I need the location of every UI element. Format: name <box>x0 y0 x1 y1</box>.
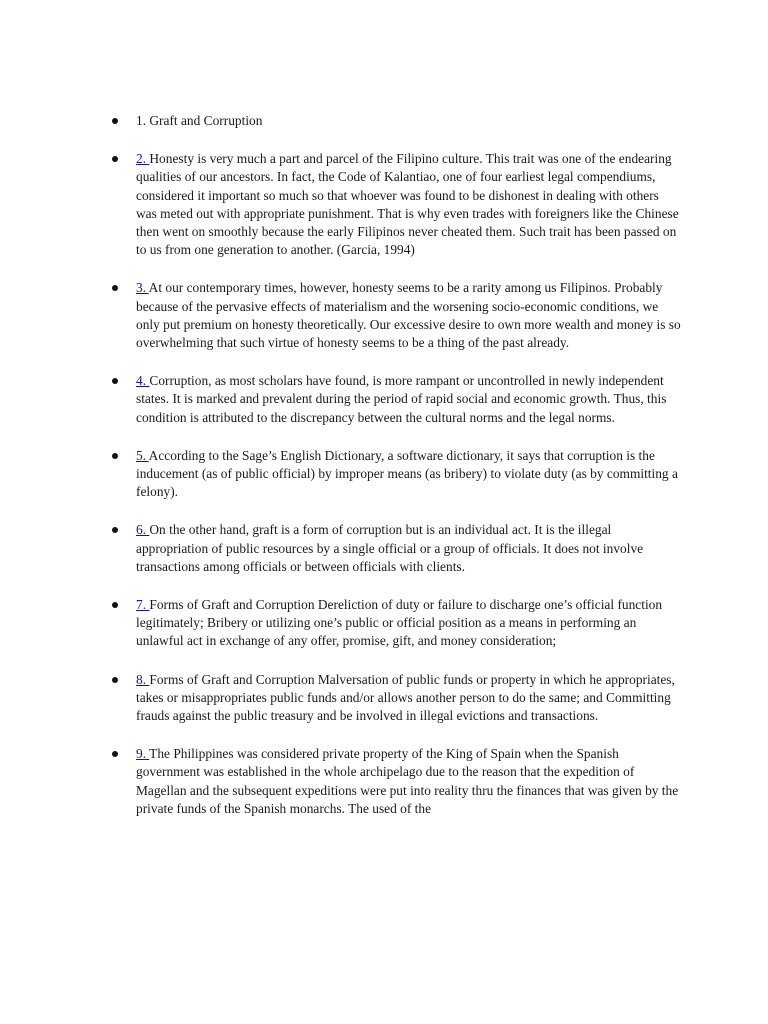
item-text: Corruption, as most scholars have found, is more rampant or uncontrolled in newly independent states. It is marked and prevalent during the period of rapid social and economic growth. Thus, this condition is attributed to the discrepancy between the cultural norms and the legal norms. <box>136 373 667 425</box>
item-number-link[interactable]: 3. <box>136 280 149 296</box>
item-number-link[interactable]: 8. <box>136 671 150 687</box>
item-number-link[interactable]: 7. <box>136 597 150 613</box>
bullet-icon <box>112 118 118 124</box>
bullet-icon <box>112 156 118 162</box>
list-item <box>0 279 768 352</box>
item-text: 1. Graft and Corruption <box>136 113 263 128</box>
item-text: The Philippines was considered private property of the King of Spain when the Spanish government was established in the whole archipelago due to the reason that the expedition of Magellan and the subsequent expeditions were put into reality thru the finances that was given by the private funds of the Spanish monarchs. The used of the <box>136 746 679 816</box>
bullet-icon <box>112 453 118 459</box>
list-item <box>0 671 768 726</box>
bullet-icon <box>112 751 118 757</box>
bullet-icon <box>112 602 118 608</box>
item-number-link[interactable]: 2. <box>136 151 150 167</box>
list-item <box>0 745 768 818</box>
list-item <box>0 521 768 576</box>
bullet-icon <box>112 527 118 533</box>
list-item <box>0 447 768 502</box>
item-number-link[interactable]: 9. <box>136 746 150 762</box>
item-text: Honesty is very much a part and parcel of the Filipino culture. This trait was one of the endearing qualities of our ancestors. In fact, the Code of Kalantiao, one of four earliest legal compendiums, considered it important so much so that whoever was found to be dishonest in dealing with others was meted out with appropriate punishment. That is why even trades with foreigners like the Chinese then went on smoothly because the early Filipinos never cheated them. Such trait has been passed on to us from one generation to another. (Garcia, 1994) <box>136 151 679 258</box>
bulleted-list <box>0 112 768 838</box>
item-text: Forms of Graft and Corruption Malversation of public funds or property in which he appropriates, takes or misappropriates public funds and/or allows another person to do the same; and Committing frauds against the public treasury and be involved in illegal evictions and transactions. <box>136 671 675 724</box>
list-item <box>0 150 768 259</box>
list-item <box>0 112 768 130</box>
bullet-icon <box>112 285 118 291</box>
item-text: Forms of Graft and Corruption Dereliction of duty or failure to discharge one’s official function legitimately; Bribery or utilizing one’s public or official position as a means in performing an unlawful act in exchange of any offer, promise, gift, and money consideration; <box>136 597 663 649</box>
item-text: At our contemporary times, however, honesty seems to be a rarity among us Filipinos. Probably because of the pervasive effects of materialism and the worsening socio-economic conditions, we only put premium on honesty theoretically. Our excessive desire to own more wealth and money is so overwhelming that such virtue of honesty seems to be a thing of the past already. <box>136 280 681 351</box>
item-number-link[interactable]: 6. <box>136 522 150 538</box>
bullet-icon <box>112 378 118 384</box>
list-item <box>0 372 768 427</box>
item-text: According to the Sage’s English Dictionary, a software dictionary, it says that corruption is the inducement (as of public official) by improper means (as bribery) to violate duty (as by committing a felony). <box>136 447 678 500</box>
item-number-link[interactable]: 4. <box>136 373 150 389</box>
bullet-icon <box>112 677 118 683</box>
item-number-link[interactable]: 5. <box>136 447 149 463</box>
item-text: On the other hand, graft is a form of corruption but is an individual act. It is the illegal appropriation of public resources by a single official or a group of officials. It does not involve transactions among officials or between officials with clients. <box>136 522 644 574</box>
list-item <box>0 596 768 651</box>
